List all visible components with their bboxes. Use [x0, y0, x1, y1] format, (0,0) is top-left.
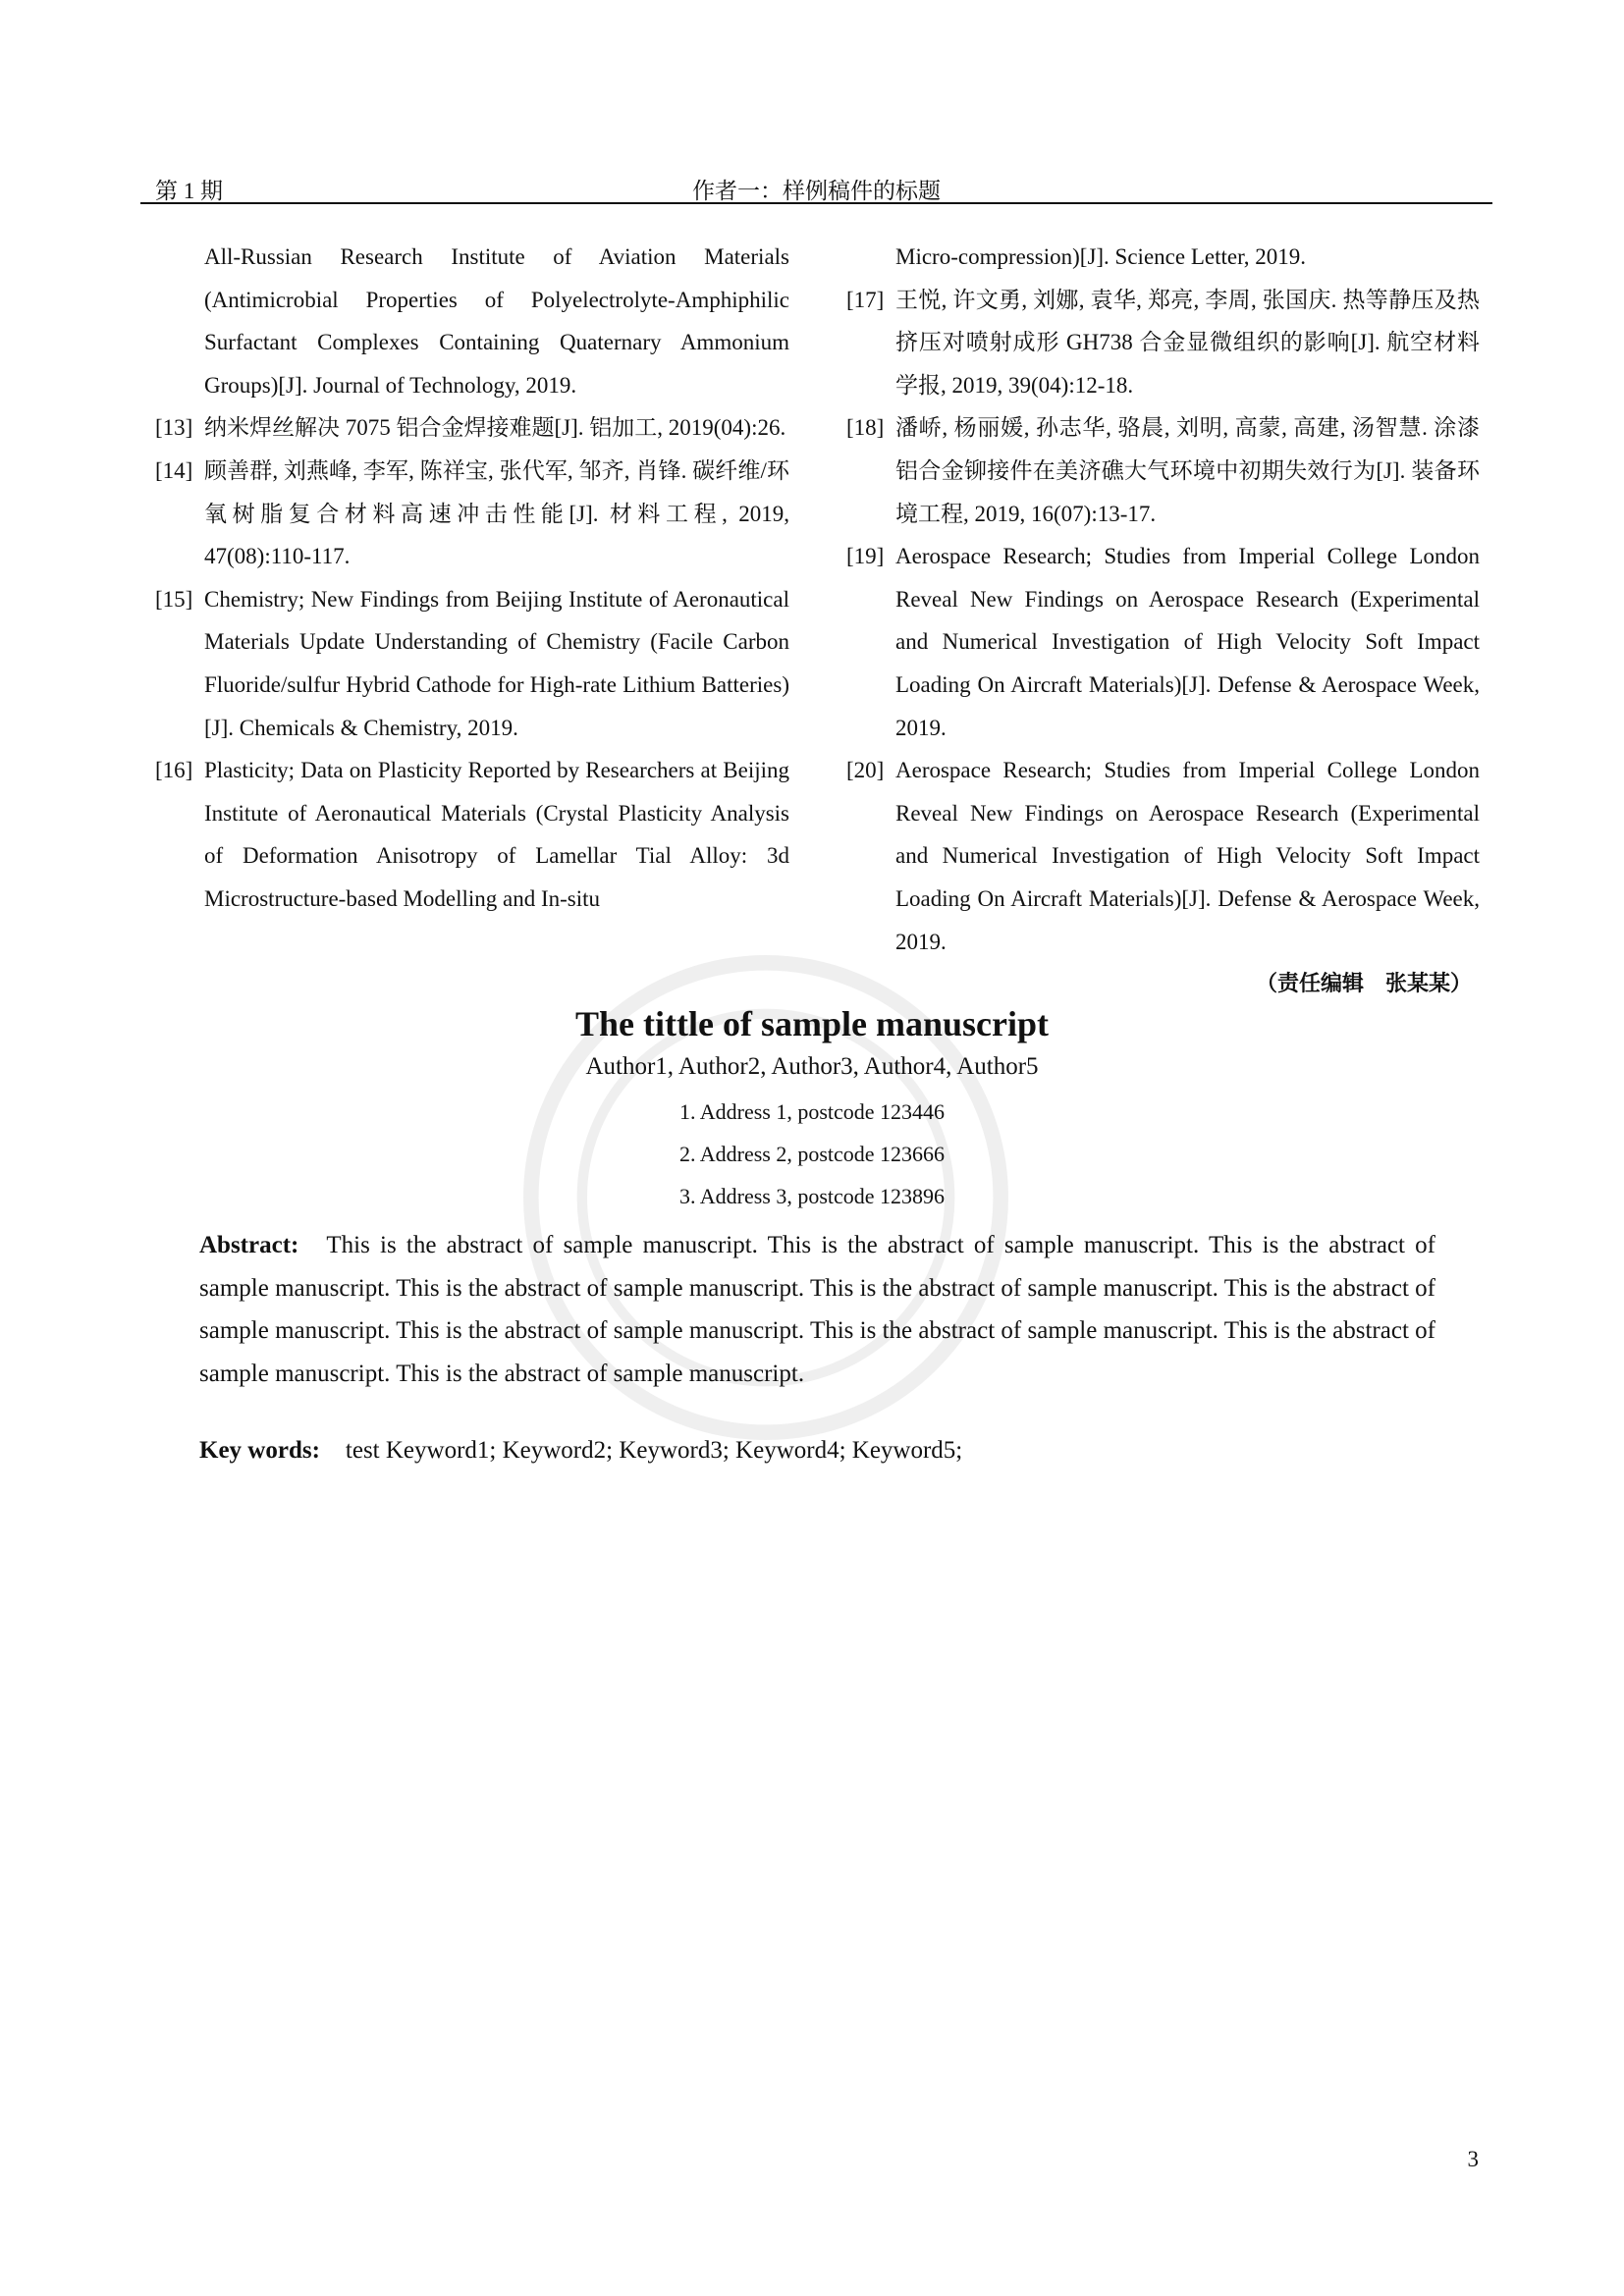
keywords-label: Key words:	[199, 1437, 320, 1464]
reference-17	[846, 279, 1480, 407]
reference-15	[155, 578, 789, 749]
reference-number: [14]	[155, 457, 193, 483]
running-header	[140, 173, 1492, 204]
abstract-label: Abstract:	[199, 1232, 299, 1258]
reference-number: [19]	[846, 544, 885, 569]
reference-14	[155, 450, 789, 578]
reference-13	[155, 406, 789, 450]
english-title: The tittle of sample manuscript	[575, 1004, 1049, 1043]
reference-number: [16]	[155, 758, 193, 783]
reference-number: [18]	[846, 415, 885, 441]
reference-text: Aerospace Research; Studies from Imperial College London Reveal New Findings on Aerospace Research (Experimental and Numerical Investigation of High Velocity Soft Impact Loading On Aircraft Materials)[J]. Defense & Aerospace Week, 2019.	[895, 758, 1480, 954]
reference-number: [20]	[846, 758, 885, 783]
reference-16	[155, 749, 789, 920]
address-3: 3. Address 3, postcode 123896	[678, 1184, 946, 1208]
reference-text: 王悦, 许文勇, 刘娜, 袁华, 郑亮, 李周, 张国庆. 热等静压及热挤压对喷射成形 GH738 合金显微组织的影响[J]. 航空材料学报, 2019, 39(04):12-18.	[895, 287, 1480, 398]
reference-19	[846, 535, 1480, 749]
reference-text: 纳米焊丝解决 7075 铝合金焊接难题[J]. 铝加工, 2019(04):26.	[204, 415, 786, 441]
keywords-text: test Keyword1; Keyword2; Keyword3; Keyword4; Keyword5;	[345, 1437, 963, 1464]
english-authors: Author1, Author2, Author3, Author4, Author5	[585, 1053, 1039, 1080]
reference-text: Plasticity; Data on Plasticity Reported by Researchers at Beijing Institute of Aeronautical Materials (Crystal Plasticity Analysis of Deformation Anisotropy of Lamellar Tial Alloy: 3d Microstructure-based Modelling and In-situ	[204, 758, 789, 911]
reference-text: 潘峤, 杨丽媛, 孙志华, 骆晨, 刘明, 高蒙, 高建, 汤智慧. 涂漆铝合金铆接件在美济礁大气环境中初期失效行为[J]. 装备环境工程, 2019, 16(07):13-17.	[895, 415, 1480, 526]
keywords-line	[199, 1437, 1435, 1465]
page-number: 3	[1467, 2147, 1479, 2171]
reference-number: [13]	[155, 415, 193, 441]
address-1: 1. Address 1, postcode 123446	[678, 1099, 946, 1124]
reference-number: [17]	[846, 287, 885, 312]
reference-text: Aerospace Research; Studies from Imperial College London Reveal New Findings on Aerospace Research (Experimental and Numerical Investigation of High Velocity Soft Impact Loading On Aircraft Materials)[J]. Defense & Aerospace Week, 2019.	[895, 544, 1480, 740]
abstract-paragraph	[199, 1224, 1435, 1395]
address-2: 2. Address 2, postcode 123666	[678, 1142, 946, 1166]
reference-continuation: Micro-compression)[J]. Science Letter, 2019.	[895, 244, 1307, 269]
reference-continuation: All-Russian Research Institute of Aviation Materials (Antimicrobial Properties of Polyelectrolyte-Amphiphilic Surfactant Complexes Containing Quaternary Ammonium Groups)[J]. Journal of Technology, 2019.	[204, 244, 789, 398]
running-title: 作者一：样例稿件的标题	[692, 179, 941, 203]
reference-number: [15]	[155, 586, 193, 612]
reference-18	[846, 406, 1480, 535]
reference-text: Chemistry; New Findings from Beijing Institute of Aeronautical Materials Update Understanding of Chemistry (Facile Carbon Fluoride/sulfur Hybrid Cathode for High-rate Lithium Batteries)[J]. Chemicals & Chemistry, 2019.	[204, 586, 789, 740]
reference-20	[846, 749, 1480, 963]
issue-number: 第 1 期	[155, 179, 223, 203]
editor-note: （责任编辑 张某某）	[1255, 972, 1472, 997]
reference-text: 顾善群, 刘燕峰, 李军, 陈祥宝, 张代军, 邹齐, 肖锋. 碳纤维/环氧树脂复合材料高速冲击性能[J]. 材料工程, 2019, 47(08):110-117.	[204, 457, 789, 569]
abstract-text: This is the abstract of sample manuscript. This is the abstract of sample manuscript. This is the abstract of sample manuscript. This is the abstract of sample manuscript. This is the abstract of sample manuscript. This is the abstract of sample manuscript. This is the abstract of sample manuscript. This is the abstract of sample manuscript. This is the abstract of sample manuscript. This is the abstract of sample manuscript.	[199, 1232, 1435, 1387]
references-left-column	[155, 236, 789, 921]
references-right-column	[846, 236, 1480, 1006]
